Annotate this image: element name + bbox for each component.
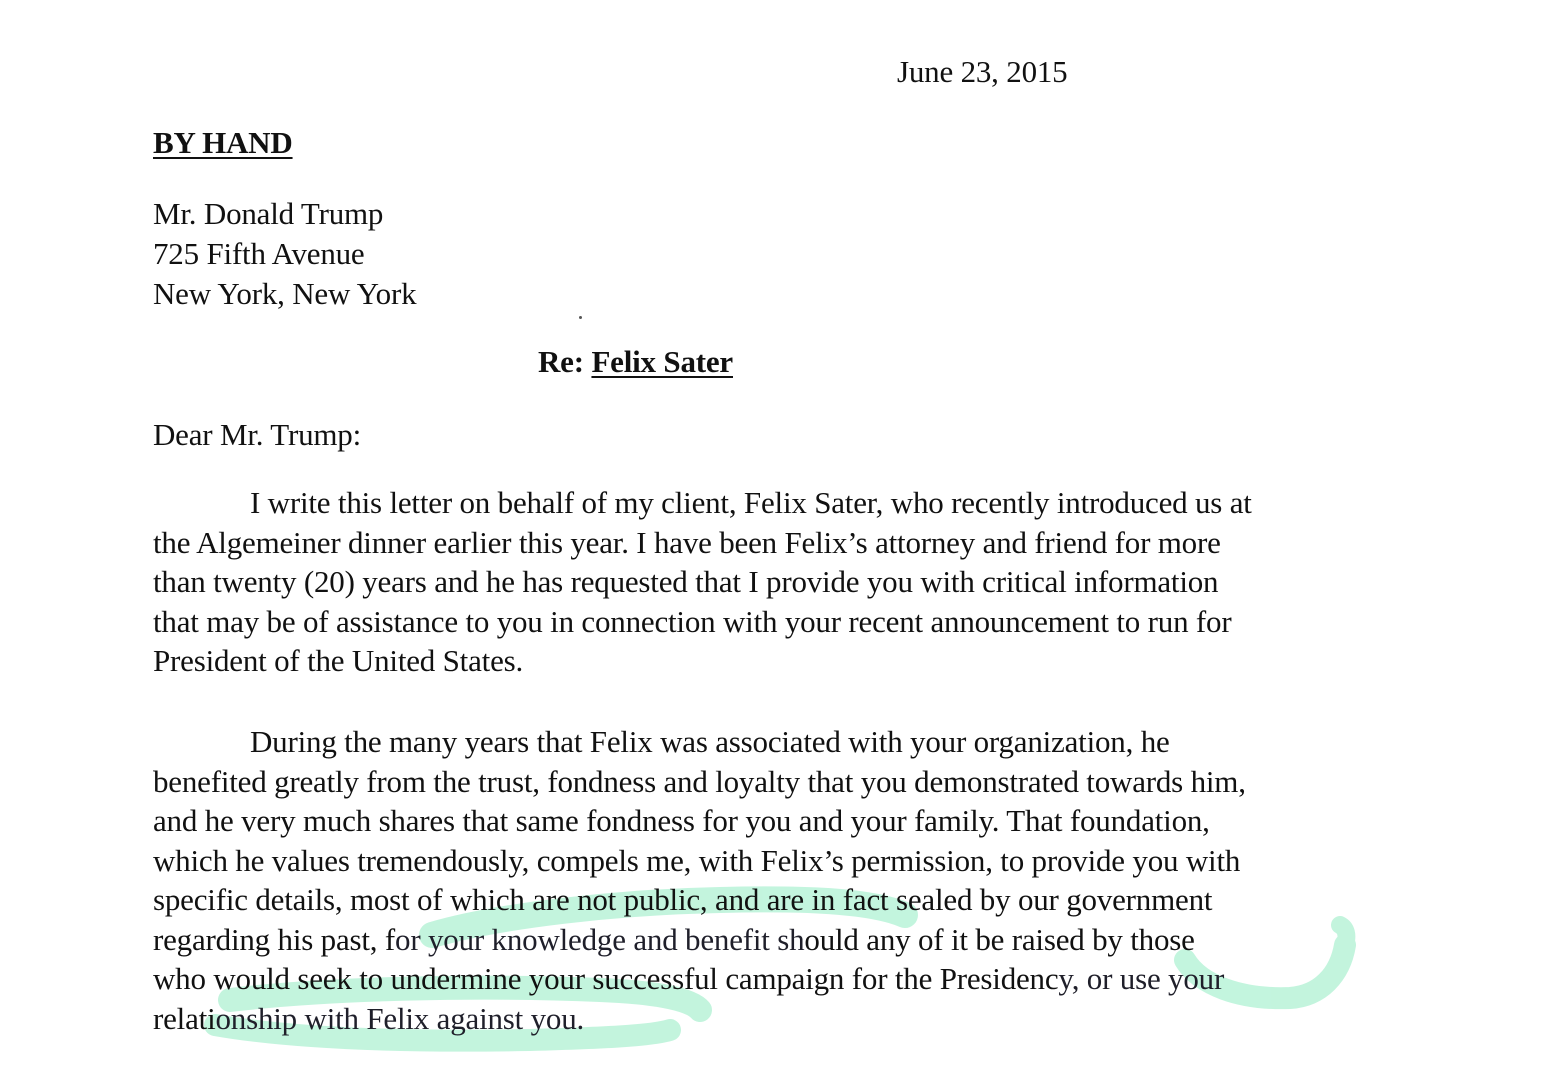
recipient-city: New York, New York	[153, 276, 417, 311]
line-text: ould any of it be raised by those	[804, 921, 1195, 957]
highlighted-text: or your knowledge and benefit sh	[395, 921, 805, 957]
highlight-stroke-right-tail	[1340, 925, 1346, 945]
recipient-address	[153, 194, 416, 314]
delivery-method: BY HAND	[153, 125, 293, 160]
paragraph-line	[153, 959, 1246, 999]
paragraph-1	[153, 483, 1252, 681]
paragraph-line: During the many years that Felix was associated with your organization, he	[250, 724, 1170, 759]
paragraph-line: than twenty (20) years and he has requested that I provide you with critical information	[153, 564, 1219, 599]
recipient-street: 725 Fifth Avenue	[153, 236, 365, 271]
paragraph-line: President of the United States.	[153, 643, 524, 678]
paragraph-line: I write this letter on behalf of my client, Felix Sater, who recently introduced us at	[250, 485, 1252, 520]
recipient-name: Mr. Donald Trump	[153, 196, 384, 231]
paragraph-line: benefited greatly from the trust, fondness and loyalty that you demonstrated towards him,	[153, 763, 1246, 799]
subject-prefix: Re:	[538, 344, 584, 379]
paragraph-line: which he values tremendously, compels me, with Felix’s permission, to provide you with	[153, 842, 1241, 878]
subject-line	[538, 342, 733, 382]
paragraph-line	[153, 999, 1246, 1039]
highlighted-text: y, or use your	[1058, 961, 1225, 996]
line-text: who would seek to undermine your successful campaign for the Presidenc	[153, 961, 1059, 996]
stray-mark	[579, 316, 582, 319]
paragraph-line: and he very much shares that same fondness for you and your family. That foundation,	[153, 803, 1210, 838]
line-text: relati	[153, 1000, 216, 1036]
salutation: Dear Mr. Trump:	[153, 417, 361, 452]
paragraph-line	[153, 920, 1246, 960]
paragraph-line: specific details, most of which are not public, and are in fact sealed by our government	[153, 882, 1213, 917]
line-text: regarding his past, f	[153, 921, 396, 957]
highlighted-text: onship with Felix against you.	[215, 1000, 585, 1036]
paragraph-line: that may be of assistance to you in connection with your recent announcement to run for	[153, 603, 1232, 639]
paragraph-2	[153, 722, 1246, 1038]
paragraph-line: the Algemeiner dinner earlier this year. I have been Felix’s attorney and friend for more	[153, 524, 1221, 560]
subject-name: Felix Sater	[591, 344, 733, 379]
letter-date: June 23, 2015	[897, 54, 1068, 89]
